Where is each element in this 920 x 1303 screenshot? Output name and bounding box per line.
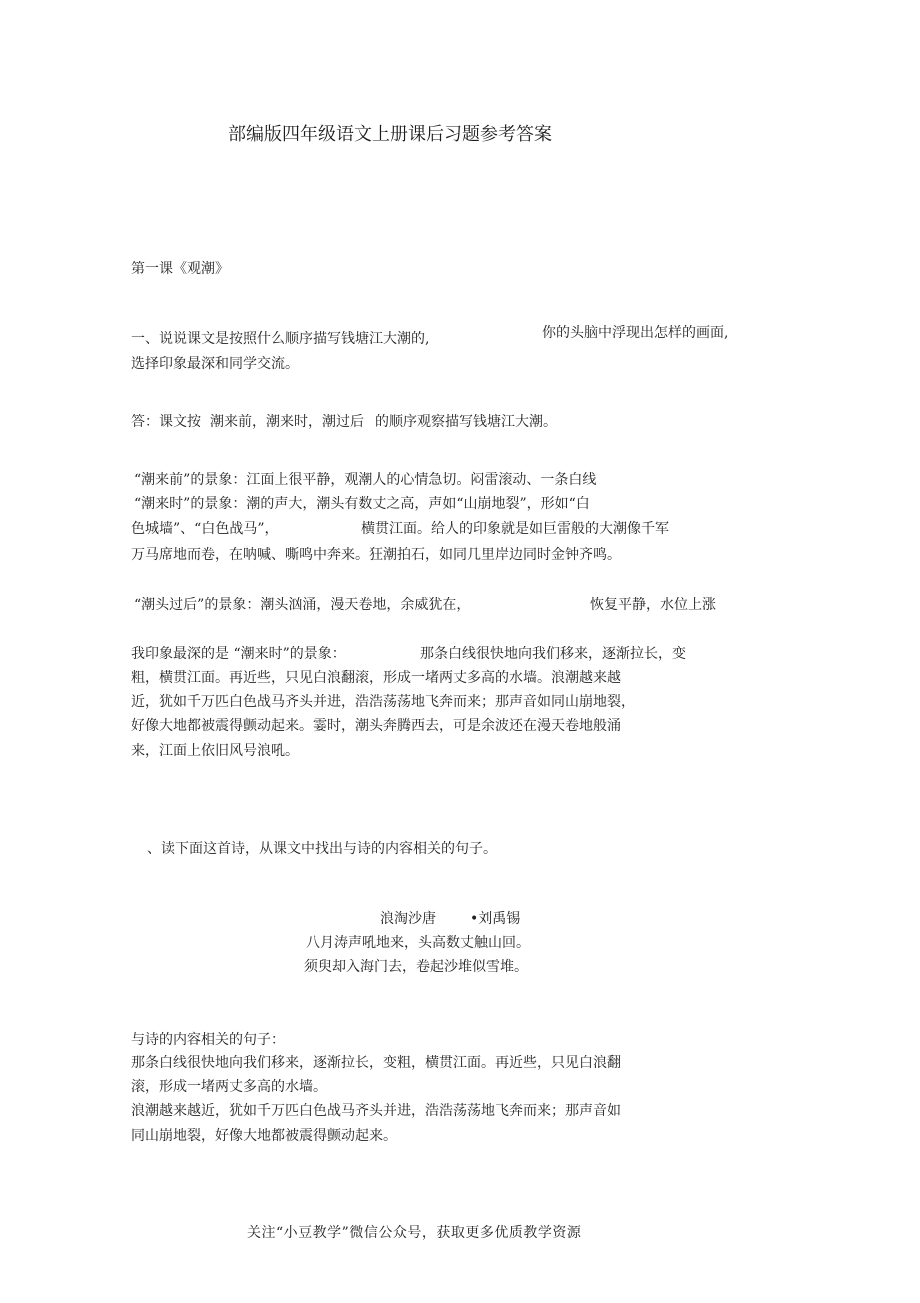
impression-line-4: 好像大地都被震得颤动起来。霎时，潮头奔腾西去，可是余波还在漫天卷地般涌 <box>131 718 621 734</box>
poem-line-1: 八月涛声吼地来，头高数丈触山回。 <box>306 935 530 951</box>
page-title: 部编版四年级语文上册课后习题参考答案 <box>228 124 552 145</box>
footer-promo: 关注“小豆教学”微信公众号，获取更多优质教学资源 <box>247 1225 582 1241</box>
related-line-3: 浪潮越来越近，犹如千万匹白色战马齐头并进，浩浩荡荡地飞奔而来；那声音如 <box>131 1103 621 1119</box>
related-line-2: 滚，形成一堵两丈多高的水墙。 <box>131 1079 327 1095</box>
poem-title: 浪淘沙唐 <box>380 911 436 927</box>
scene-line-1: “潮来前”的景象：江面上很平静，观潮人的心情急切。闷雷滚动、一条白线 <box>134 472 597 488</box>
scene-line-2: “潮来时”的景象：潮的声大，潮头有数丈之高，声如“山崩地裂”，形如“白 <box>134 496 590 512</box>
related-line-4: 同山崩地裂，好像大地都被震得颤动起来。 <box>131 1128 397 1144</box>
lesson-heading: 第一课《观潮》 <box>131 261 229 277</box>
impression-line-1-part-a: 我印象最深的是 “潮来时”的景象： <box>131 646 346 662</box>
answer-part-c: 的顺序观察描写钱塘江大潮。 <box>375 414 557 430</box>
related-heading: 与诗的内容相关的句子： <box>131 1032 285 1048</box>
scene-line-5-part-a: “潮头过后”的景象：潮头汹涌，漫天卷地，余威犹在， <box>134 597 471 613</box>
question-1-part-b: 你的头脑中浮现出怎样的画面, <box>542 325 729 341</box>
scene-line-5-part-b: 恢复平静，水位上涨 <box>590 597 716 613</box>
answer-part-b: 潮来前，潮来时，潮过后 <box>210 414 364 430</box>
question-1-part-a: 一、说说课文是按照什么顺序描写钱塘江大潮的, <box>131 331 430 347</box>
answer-part-a: 答：课文按 <box>131 414 201 430</box>
impression-line-5: 来，江面上依旧风号浪吼。 <box>131 743 299 759</box>
impression-line-3: 近，犹如千万匹白色战马齐头并进，浩浩荡荡地飞奔而来；那声音如同山崩地裂， <box>131 694 635 710</box>
related-line-1: 那条白线很快地向我们移来，逐渐拉长，变粗，横贯江面。再近些，只见白浪翻 <box>131 1055 621 1071</box>
scene-line-4: 万马席地而卷，在呐喊、嘶鸣中奔来。狂潮拍石，如同几里岸边同时金钟齐鸣。 <box>131 547 621 563</box>
poem-line-2: 须臾却入海门去，卷起沙堆似雪堆。 <box>304 959 528 975</box>
scene-line-3-part-a: 色城墙”、“白色战马”， <box>131 521 279 537</box>
question-1-line-2: 选择印象最深和同学交流。 <box>131 356 299 372</box>
impression-line-2: 粗，横贯江面。再近些，只见白浪翻滚，形成一堵两丈多高的水墙。浪潮越来越 <box>131 670 621 686</box>
question-2: 、读下面这首诗，从课文中找出与诗的内容相关的句子。 <box>147 841 497 857</box>
impression-line-1-part-b: 那条白线很快地向我们移来，逐渐拉长，变 <box>420 646 686 662</box>
poem-author: •刘禹锡 <box>470 911 521 927</box>
scene-line-3-part-b: 横贯江面。给人的印象就是如巨雷般的大潮像千军 <box>361 521 669 537</box>
